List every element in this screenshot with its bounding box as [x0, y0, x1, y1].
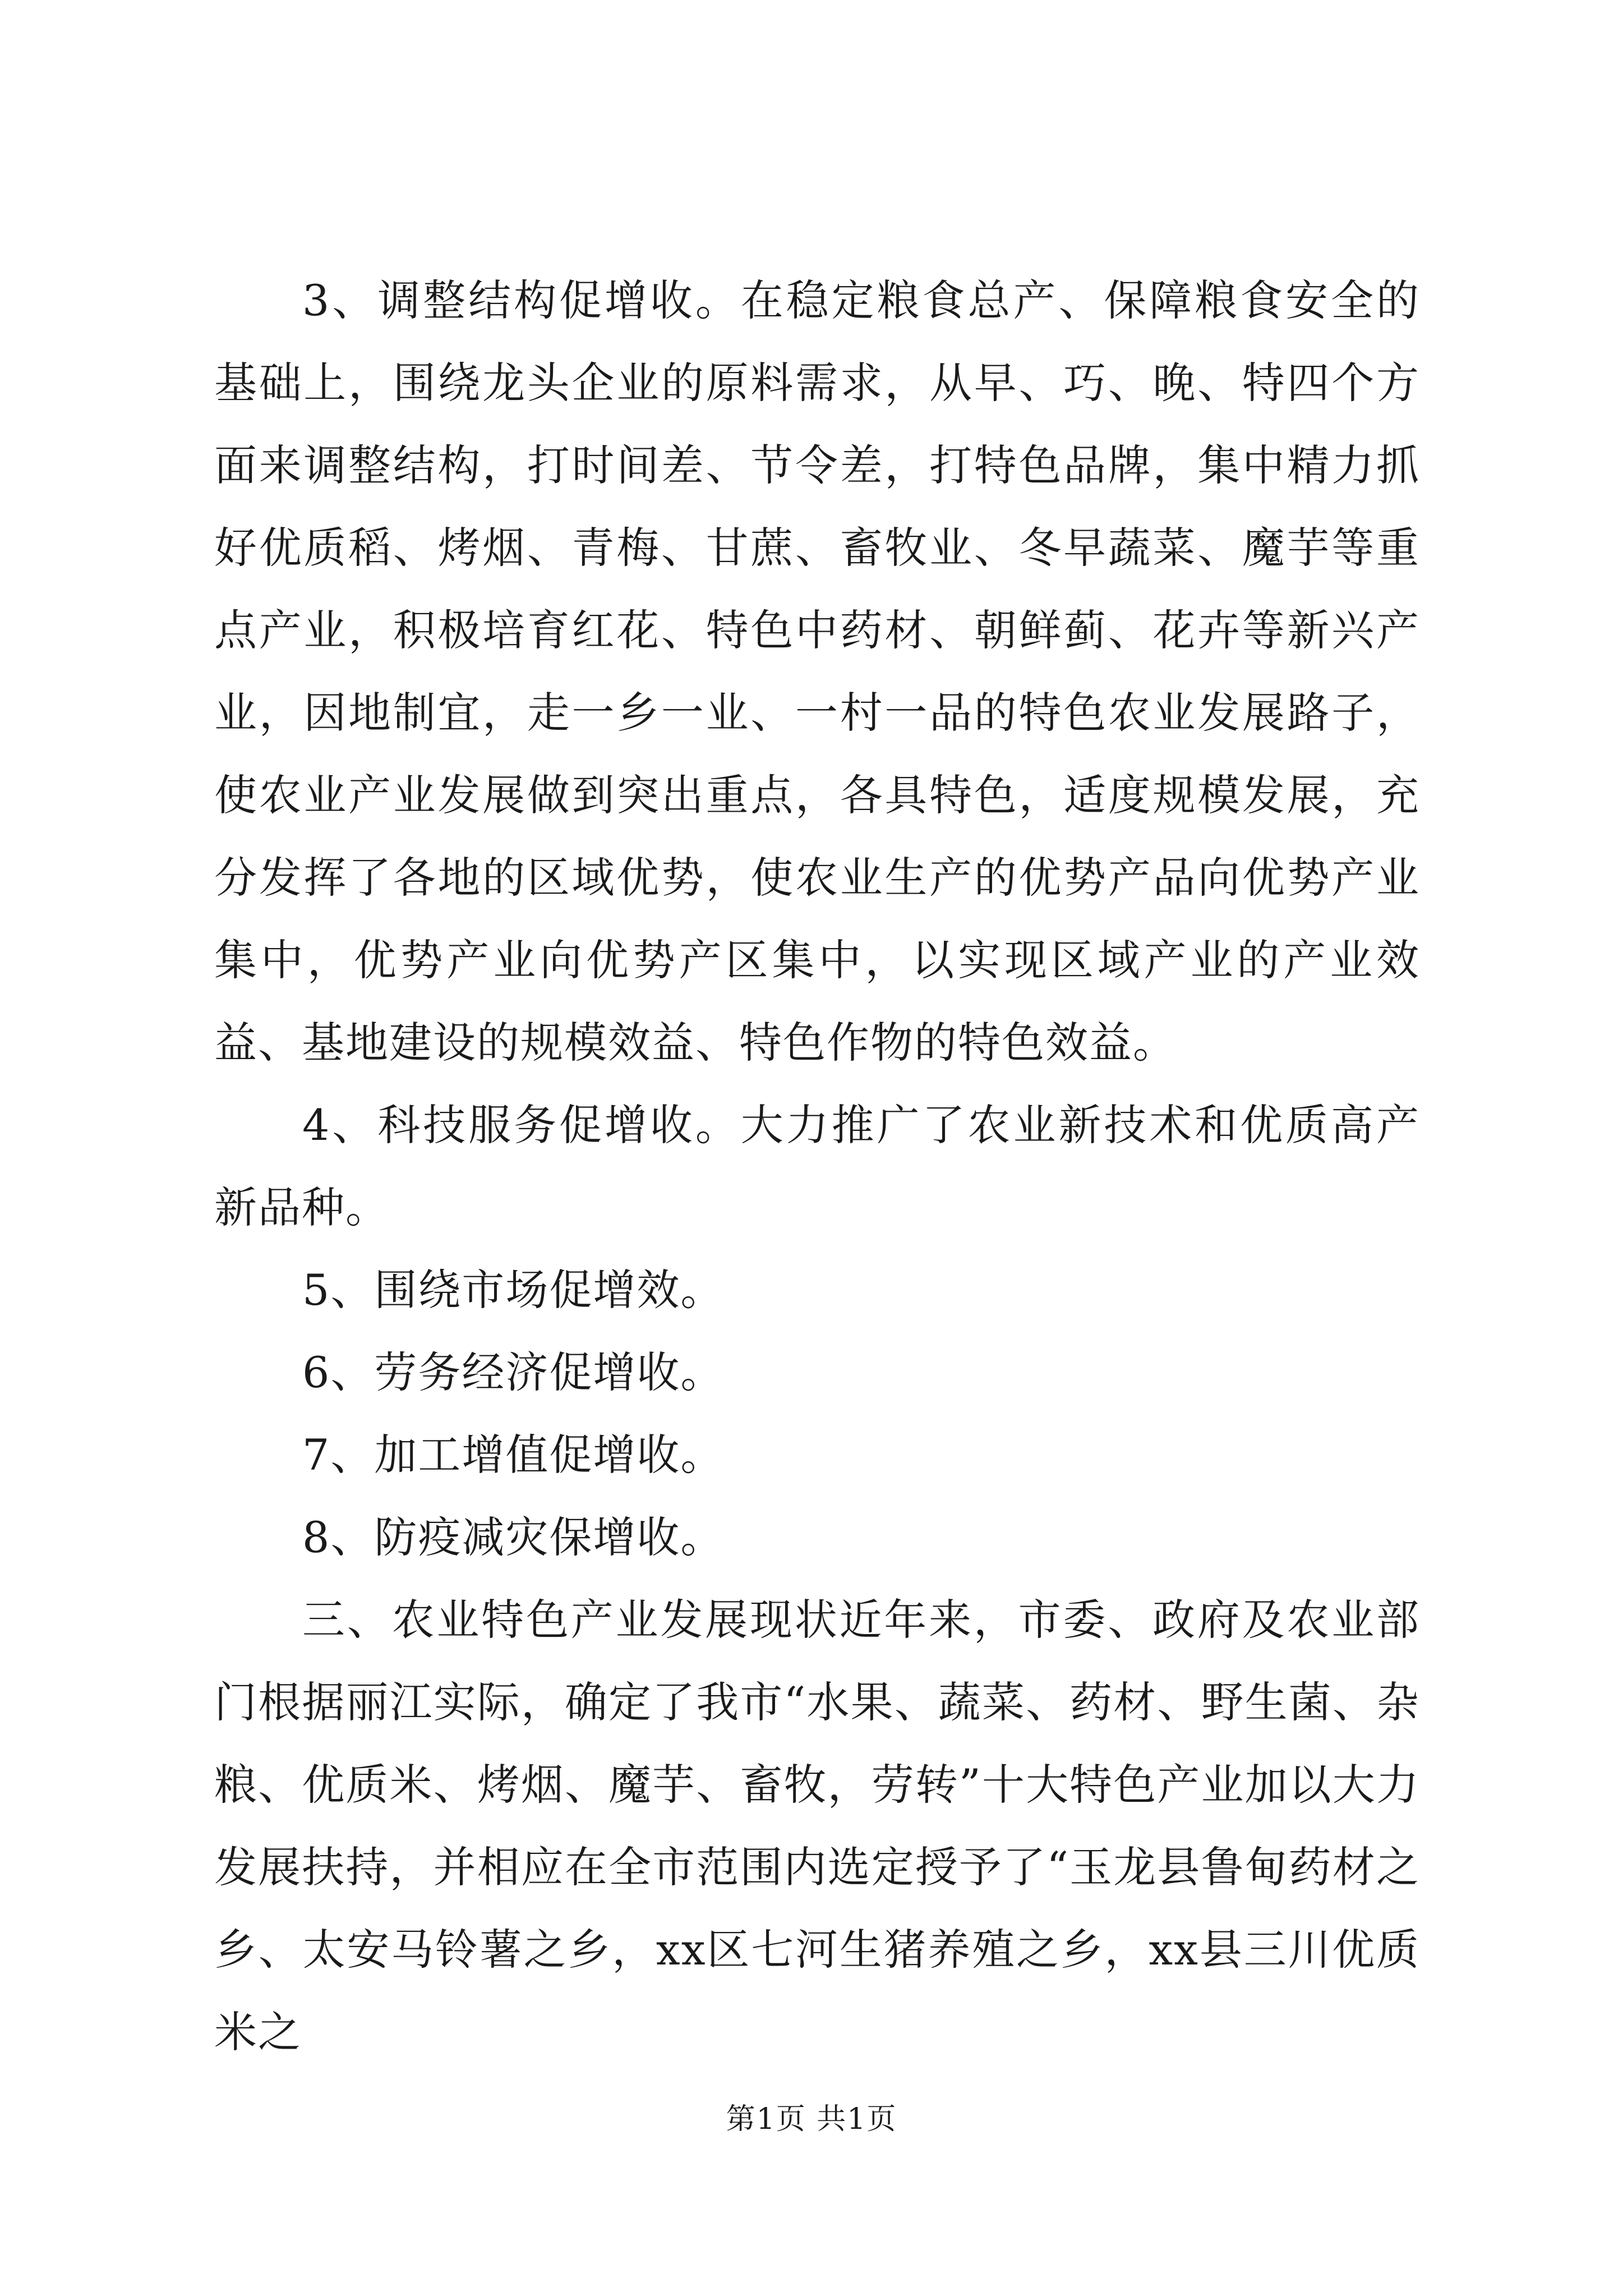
paragraph-7: 三、农业特色产业发展现状近年来，市委、政府及农业部门根据丽江实际，确定了我市“水果、蔬菜、药材、野生菌、杂粮、优质米、烤烟、魔芋、畜牧，劳转”十大特色产业加以大力发展扶持，并相应在全市范围内选定授予了“玉龙县鲁甸药材之乡、太安马铃薯之乡，xx区七河生猪养殖之乡，xx县三川优质米之	[214, 1595, 1420, 2057]
paragraph-1: 3、调整结构促增收。在稳定粮食总产、保障粮食安全的基础上，围绕龙头企业的原料需求，从早、巧、晚、特四个方面来调整结构，打时间差、节令差，打特色品牌，集中精力抓好优质稻、烤烟、青梅、甘蔗、畜牧业、冬早蔬菜、魔芋等重点产业，积极培育红花、特色中药材、朝鲜蓟、花卉等新兴产业，因地制宜，走一乡一业、一村一品的特色农业发展路子，使农业产业发展做到突出重点，各具特色，适度规模发展，充分发挥了各地的区域优势，使农业生产的优势产品向优势产业集中，优势产业向优势产区集中，以实现区域产业的产业效益、基地建设的规模效益、特色作物的特色效益。	[214, 275, 1420, 1068]
paragraph-4: 6、劳务经济促增收。	[302, 1347, 725, 1397]
page-number-footer: 第1页 共1页	[726, 2102, 897, 2136]
paragraph-3: 5、围绕市场促增效。	[302, 1265, 725, 1315]
paragraph-2: 4、科技服务促增收。大力推广了农业新技术和优质高产新品种。	[214, 1100, 1420, 1232]
paragraph-5: 7、加工增值促增收。	[302, 1430, 725, 1480]
document-body	[214, 259, 1420, 2073]
paragraph-6: 8、防疫减灾保增收。	[302, 1512, 725, 1562]
